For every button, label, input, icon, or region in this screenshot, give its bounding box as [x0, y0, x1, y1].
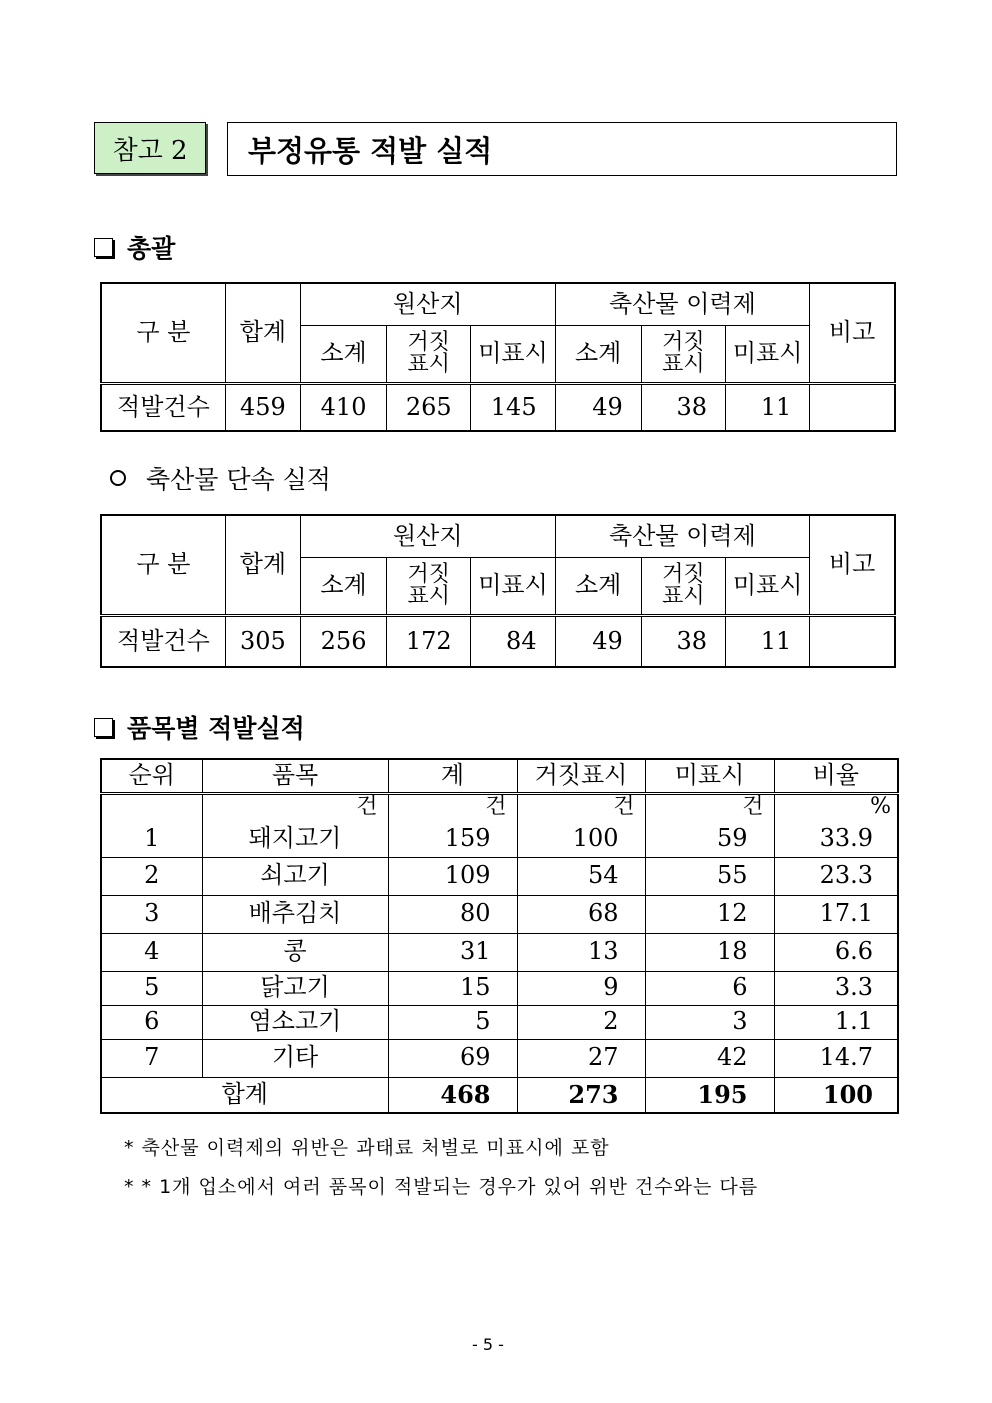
count-cell: 159: [388, 821, 517, 857]
header-remark: 비고: [810, 283, 895, 383]
header-livestock-traceability: 축산물 이력제: [555, 283, 810, 325]
cell-livestock-subtotal: 49: [555, 615, 641, 667]
table-row: [101, 821, 898, 857]
cell-livestock-false: 38: [641, 383, 725, 431]
table-row: [101, 857, 898, 895]
count-cell: 15: [388, 971, 517, 1005]
total-count: 468: [388, 1077, 517, 1113]
cell-livestock-subtotal: 49: [555, 383, 641, 431]
rank-cell: 4: [101, 933, 202, 971]
header-false-label: 거짓 표시: [387, 557, 471, 615]
header-origin: 원산지: [300, 283, 555, 325]
unit-cell: [101, 793, 202, 821]
count-cell: 80: [388, 895, 517, 933]
rank-cell: 6: [101, 1005, 202, 1039]
item-cell: 닭고기: [202, 971, 388, 1005]
item-cell: 염소고기: [202, 1005, 388, 1039]
header-item: 품목: [202, 759, 388, 793]
livestock-table: [100, 514, 896, 668]
cell-remark: [810, 615, 895, 667]
table-row: [101, 1005, 898, 1039]
header-subtotal: 소계: [555, 557, 641, 615]
header-unlabeled: 미표시: [726, 557, 810, 615]
item-cell: 기타: [202, 1039, 388, 1077]
header-unlabeled: 미표시: [471, 557, 555, 615]
cell-origin-unlabeled: 145: [471, 383, 555, 431]
total-ratio: 100: [774, 1077, 898, 1113]
footnote-1: * 축산물 이력제의 위반은 과태료 처벌로 미표시에 포함: [124, 1137, 610, 1159]
total-row: [101, 1077, 898, 1113]
section-items-title: 품목별 적발실적: [127, 714, 305, 743]
table-row: [101, 1039, 898, 1077]
false-label-cell: 54: [517, 857, 645, 895]
cell-origin-subtotal: 410: [300, 383, 386, 431]
table-row: [101, 971, 898, 1005]
unlabeled-cell: 55: [645, 857, 774, 895]
unlabeled-cell: 12: [645, 895, 774, 933]
rank-cell: 5: [101, 971, 202, 1005]
false-label-cell: 9: [517, 971, 645, 1005]
header-unlabeled: 미표시: [645, 759, 774, 793]
false-label-cell: 100: [517, 821, 645, 857]
header-false-label: 거짓 표시: [641, 325, 725, 383]
total-false-label: 273: [517, 1077, 645, 1113]
item-cell: 쇠고기: [202, 857, 388, 895]
cell-origin-false: 265: [387, 383, 471, 431]
false-label-cell: 13: [517, 933, 645, 971]
false-label-cell: 2: [517, 1005, 645, 1039]
page-title: 부정유통 적발 실적: [227, 122, 897, 176]
circle-bullet-icon: [110, 470, 126, 486]
rank-cell: 1: [101, 821, 202, 857]
unlabeled-cell: 18: [645, 933, 774, 971]
false-label-cell: 27: [517, 1039, 645, 1077]
unit-cell: 건: [645, 793, 774, 821]
row-label: 적발건수: [101, 383, 225, 431]
checkbox-icon: [94, 238, 113, 257]
total-unlabeled: 195: [645, 1077, 774, 1113]
cell-livestock-false: 38: [641, 615, 725, 667]
header-subtotal: 소계: [300, 557, 386, 615]
item-table: [100, 758, 899, 1114]
count-cell: 31: [388, 933, 517, 971]
row-label: 적발건수: [101, 615, 225, 667]
header-livestock-traceability: 축산물 이력제: [555, 515, 810, 557]
total-label: 합계: [101, 1077, 388, 1113]
table-row: [101, 895, 898, 933]
ratio-cell: 6.6: [774, 933, 898, 971]
header-subtotal: 소계: [555, 325, 641, 383]
header-rank: 순위: [101, 759, 202, 793]
false-label-cell: 68: [517, 895, 645, 933]
table-row: [101, 933, 898, 971]
item-cell: 콩: [202, 933, 388, 971]
item-cell: 배추김치: [202, 895, 388, 933]
footnote-2: * * 1개 업소에서 여러 품목이 적발되는 경우가 있어 위반 건수와는 다름: [124, 1176, 759, 1198]
unlabeled-cell: 6: [645, 971, 774, 1005]
unlabeled-cell: 59: [645, 821, 774, 857]
header-unlabeled: 미표시: [726, 325, 810, 383]
rank-cell: 2: [101, 857, 202, 895]
cell-total: 305: [225, 615, 300, 667]
summary-table: [100, 282, 896, 432]
section-livestock-title: 축산물 단속 실적: [146, 465, 331, 494]
header-count: 계: [388, 759, 517, 793]
header-false-label: 거짓표시: [517, 759, 645, 793]
page-number: - 5 -: [472, 1335, 504, 1354]
unit-cell: %: [774, 793, 898, 821]
cell-remark: [810, 383, 895, 431]
rank-cell: 3: [101, 895, 202, 933]
ratio-cell: 33.9: [774, 821, 898, 857]
ratio-cell: 1.1: [774, 1005, 898, 1039]
cell-origin-false: 172: [387, 615, 471, 667]
ratio-cell: 23.3: [774, 857, 898, 895]
unit-cell: 건: [202, 793, 388, 821]
header-total: 합계: [225, 283, 300, 383]
section-livestock-heading: [110, 460, 331, 496]
header-ratio: 비율: [774, 759, 898, 793]
header-unlabeled: 미표시: [471, 325, 555, 383]
ratio-cell: 17.1: [774, 895, 898, 933]
ratio-cell: 14.7: [774, 1039, 898, 1077]
cell-livestock-unlabeled: 11: [726, 615, 810, 667]
reference-label: 참고 2: [94, 122, 206, 174]
ratio-cell: 3.3: [774, 971, 898, 1005]
unlabeled-cell: 42: [645, 1039, 774, 1077]
section-summary-heading: [94, 229, 175, 265]
header-remark: 비고: [810, 515, 895, 615]
header-false-label: 거짓 표시: [387, 325, 471, 383]
header-total: 합계: [225, 515, 300, 615]
count-cell: 109: [388, 857, 517, 895]
unit-cell: 건: [517, 793, 645, 821]
unit-cell: 건: [388, 793, 517, 821]
header-subtotal: 소계: [300, 325, 386, 383]
cell-livestock-unlabeled: 11: [726, 383, 810, 431]
header-category: 구 분: [101, 515, 225, 615]
header-category: 구 분: [101, 283, 225, 383]
cell-origin-unlabeled: 84: [471, 615, 555, 667]
cell-total: 459: [225, 383, 300, 431]
header-origin: 원산지: [300, 515, 555, 557]
checkbox-icon: [94, 718, 113, 737]
item-cell: 돼지고기: [202, 821, 388, 857]
section-summary-title: 총괄: [127, 234, 176, 263]
unlabeled-cell: 3: [645, 1005, 774, 1039]
count-cell: 69: [388, 1039, 517, 1077]
header-false-label: 거짓 표시: [641, 557, 725, 615]
count-cell: 5: [388, 1005, 517, 1039]
rank-cell: 7: [101, 1039, 202, 1077]
cell-origin-subtotal: 256: [300, 615, 386, 667]
section-items-heading: [94, 709, 305, 745]
